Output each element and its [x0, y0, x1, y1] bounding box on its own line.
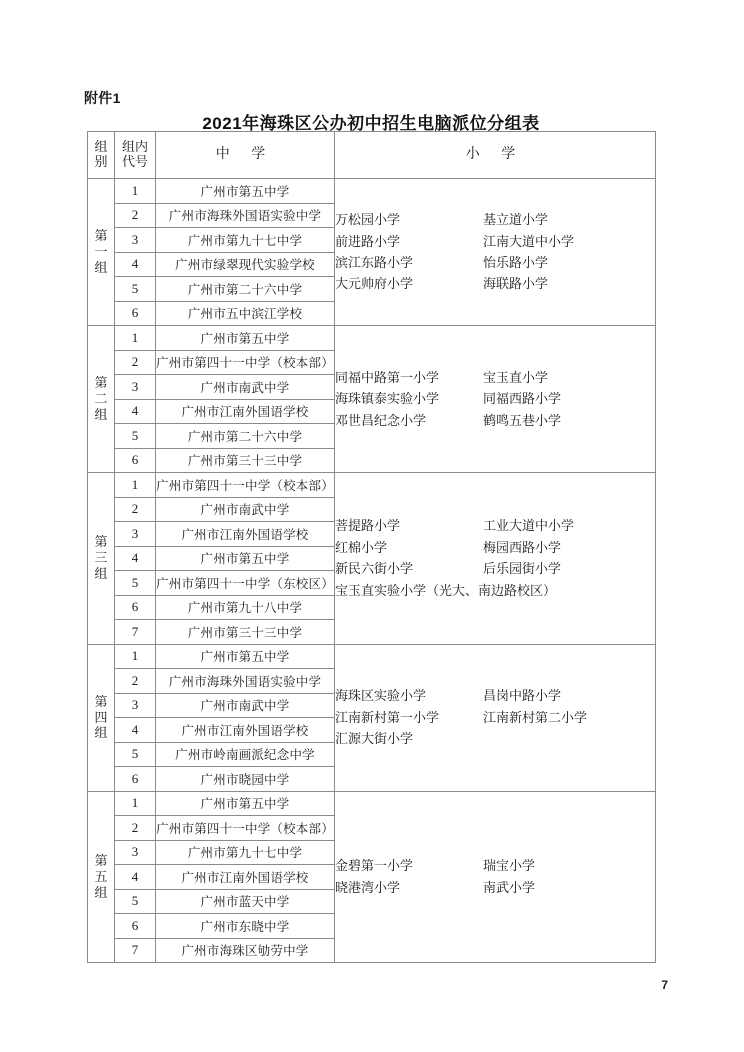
placement-group-table	[87, 131, 656, 963]
primary-school-line	[335, 388, 655, 409]
primary-school-cell	[335, 644, 656, 791]
group-code-cell: 2	[115, 203, 156, 228]
primary-school-name: 梅园西路小学	[483, 539, 562, 555]
group-code-cell: 6	[115, 914, 156, 939]
group-code-cell: 6	[115, 448, 156, 473]
page-number: 7	[661, 978, 668, 992]
middle-school-cell: 广州市第三十三中学	[156, 620, 335, 645]
group-label-char: 一	[94, 244, 108, 260]
primary-school-name: 江南新村第一小学	[335, 709, 440, 725]
primary-school-name: 昌岗中路小学	[483, 688, 562, 704]
primary-school-cell	[335, 791, 656, 963]
group-code-cell: 2	[115, 816, 156, 841]
primary-school-list	[335, 209, 655, 295]
middle-school-cell: 广州市江南外国语学校	[156, 718, 335, 743]
table-row	[88, 473, 656, 498]
primary-school-line	[335, 877, 655, 898]
primary-school-name: 邓世昌纪念小学	[335, 412, 427, 428]
primary-school-name: 金碧第一小学	[335, 858, 414, 874]
group-code-cell: 2	[115, 350, 156, 375]
primary-school-name: 江南大道中小学	[483, 233, 575, 249]
group-label-char: 第	[94, 534, 108, 550]
header-code-line2: 代号	[121, 154, 148, 169]
group-label-char: 组	[94, 884, 108, 900]
header-primary-school: 小 学	[335, 132, 656, 179]
middle-school-cell: 广州市晓园中学	[156, 767, 335, 792]
primary-school-name: 海珠镇泰实验小学	[335, 391, 440, 407]
primary-school-line	[335, 367, 655, 388]
middle-school-cell: 广州市第五中学	[156, 791, 335, 816]
primary-school-line	[335, 558, 655, 579]
primary-school-line	[335, 252, 655, 273]
primary-school-name: 海珠区实验小学	[335, 688, 427, 704]
header-code-line1: 组内	[121, 139, 148, 155]
middle-school-cell: 广州市第九十八中学	[156, 595, 335, 620]
middle-school-cell: 广州市南武中学	[156, 375, 335, 400]
group-label-cell	[88, 473, 115, 645]
group-code-cell: 5	[115, 277, 156, 302]
group-code-cell: 4	[115, 865, 156, 890]
group-label-char: 五	[94, 868, 108, 884]
primary-school-name: 汇源大街小学	[335, 731, 414, 747]
group-label-char: 四	[94, 709, 108, 725]
group-code-cell: 4	[115, 399, 156, 424]
primary-school-line	[335, 685, 655, 706]
group-code-cell: 1	[115, 179, 156, 204]
primary-school-name: 南武小学	[483, 879, 536, 895]
primary-school-name: 江南新村第二小学	[483, 709, 588, 725]
primary-school-name: 瑞宝小学	[483, 858, 536, 874]
middle-school-cell: 广州市蓝天中学	[156, 889, 335, 914]
group-code-cell: 5	[115, 742, 156, 767]
primary-school-name: 鹤鸣五巷小学	[483, 412, 562, 428]
primary-school-line	[335, 515, 655, 536]
primary-school-cell	[335, 179, 656, 326]
primary-school-name: 晓港湾小学	[335, 879, 401, 895]
group-code-cell: 6	[115, 301, 156, 326]
primary-school-name: 同福中路第一小学	[335, 369, 440, 385]
middle-school-cell: 广州市江南外国语学校	[156, 522, 335, 547]
middle-school-cell: 广州市第五中学	[156, 179, 335, 204]
middle-school-cell: 广州市第五中学	[156, 326, 335, 351]
middle-school-cell: 广州市五中滨江学校	[156, 301, 335, 326]
middle-school-cell: 广州市第五中学	[156, 546, 335, 571]
middle-school-cell: 广州市江南外国语学校	[156, 865, 335, 890]
middle-school-cell: 广州市海珠外国语实验中学	[156, 203, 335, 228]
group-label-cell	[88, 179, 115, 326]
group-label-cell	[88, 791, 115, 963]
primary-school-line	[335, 231, 655, 252]
group-code-cell: 4	[115, 546, 156, 571]
table-row	[88, 179, 656, 204]
middle-school-cell: 广州市岭南画派纪念中学	[156, 742, 335, 767]
middle-school-cell: 广州市海珠区劬劳中学	[156, 938, 335, 963]
primary-school-line: 宝玉直实验小学（光大、南边路校区）	[335, 582, 557, 598]
primary-school-name: 万松园小学	[335, 212, 401, 228]
primary-school-name: 同福西路小学	[483, 391, 562, 407]
group-code-cell: 4	[115, 718, 156, 743]
primary-school-line	[335, 410, 655, 431]
table-header-row	[88, 132, 656, 179]
header-group-code	[115, 132, 156, 179]
group-code-cell: 3	[115, 840, 156, 865]
primary-school-line	[335, 209, 655, 230]
primary-school-line	[335, 273, 655, 294]
group-code-cell: 5	[115, 424, 156, 449]
middle-school-cell: 广州市第四十一中学（东校区）	[156, 571, 335, 596]
primary-school-list	[335, 515, 655, 601]
group-code-cell: 6	[115, 767, 156, 792]
primary-school-name	[483, 728, 655, 749]
header-middle-school: 中 学	[156, 132, 335, 179]
group-code-cell: 7	[115, 938, 156, 963]
primary-school-line	[335, 728, 655, 749]
attachment-label: 附件1	[84, 90, 121, 106]
group-code-cell: 3	[115, 228, 156, 253]
primary-school-name: 海联路小学	[483, 276, 549, 292]
group-label-char: 第	[94, 693, 108, 709]
middle-school-cell: 广州市第二十六中学	[156, 277, 335, 302]
primary-school-name: 红棉小学	[335, 539, 388, 555]
middle-school-cell: 广州市第九十七中学	[156, 840, 335, 865]
middle-school-cell: 广州市东晓中学	[156, 914, 335, 939]
group-label-char: 组	[94, 566, 108, 582]
group-label-char: 组	[94, 406, 108, 422]
primary-school-line	[335, 855, 655, 876]
group-label-char: 第	[94, 228, 108, 244]
group-label-char: 二	[94, 391, 108, 407]
primary-school-name: 滨江东路小学	[335, 255, 414, 270]
primary-school-list	[335, 855, 655, 898]
group-code-cell: 2	[115, 669, 156, 694]
group-label-cell	[88, 326, 115, 473]
primary-school-list	[335, 685, 655, 749]
table-row	[88, 326, 656, 351]
middle-school-cell: 广州市第三十三中学	[156, 448, 335, 473]
group-code-cell: 7	[115, 620, 156, 645]
middle-school-cell: 广州市第四十一中学（校本部）	[156, 350, 335, 375]
primary-school-name: 菩提路小学	[335, 518, 401, 534]
table-row	[88, 644, 656, 669]
primary-school-name: 基立道小学	[483, 212, 549, 228]
group-code-cell: 6	[115, 595, 156, 620]
primary-school-line	[335, 537, 655, 558]
primary-school-name: 大元帅府小学	[335, 276, 414, 292]
primary-school-name: 宝玉直小学	[483, 369, 549, 385]
table-row	[88, 791, 656, 816]
middle-school-cell: 广州市南武中学	[156, 693, 335, 718]
primary-school-name: 新民六街小学	[335, 561, 414, 577]
primary-school-name: 工业大道中小学	[483, 518, 575, 534]
primary-school-cell	[335, 326, 656, 473]
primary-school-name: 怡乐路小学	[483, 255, 549, 270]
primary-school-line	[335, 707, 655, 728]
primary-school-cell	[335, 473, 656, 645]
middle-school-cell: 广州市第四十一中学（校本部）	[156, 473, 335, 498]
header-group-line1: 组	[94, 139, 108, 155]
group-label-char: 第	[94, 375, 108, 391]
group-code-cell: 1	[115, 644, 156, 669]
group-code-cell: 3	[115, 375, 156, 400]
middle-school-cell: 广州市南武中学	[156, 497, 335, 522]
group-label-char: 组	[94, 725, 108, 741]
group-code-cell: 4	[115, 252, 156, 277]
primary-school-name: 前进路小学	[335, 233, 401, 249]
group-label-cell	[88, 644, 115, 791]
primary-school-name: 后乐园街小学	[483, 561, 562, 577]
header-group	[88, 132, 115, 179]
group-code-cell: 2	[115, 497, 156, 522]
middle-school-cell: 广州市第二十六中学	[156, 424, 335, 449]
group-code-cell: 5	[115, 889, 156, 914]
middle-school-cell: 广州市海珠外国语实验中学	[156, 669, 335, 694]
group-code-cell: 1	[115, 791, 156, 816]
middle-school-cell: 广州市绿翠现代实验学校	[156, 252, 335, 277]
middle-school-cell: 广州市第五中学	[156, 644, 335, 669]
group-code-cell: 5	[115, 571, 156, 596]
primary-school-list	[335, 367, 655, 431]
middle-school-cell: 广州市江南外国语学校	[156, 399, 335, 424]
group-label-char: 第	[94, 852, 108, 868]
group-code-cell: 3	[115, 693, 156, 718]
group-code-cell: 1	[115, 326, 156, 351]
middle-school-cell: 广州市第四十一中学（校本部）	[156, 816, 335, 841]
middle-school-cell: 广州市第九十七中学	[156, 228, 335, 253]
page-title: 2021年海珠区公办初中招生电脑派位分组表	[202, 114, 540, 133]
group-label-char: 三	[94, 550, 108, 566]
group-code-cell: 3	[115, 522, 156, 547]
group-label-char: 组	[94, 259, 108, 275]
header-group-line2: 别	[94, 154, 108, 169]
group-code-cell: 1	[115, 473, 156, 498]
